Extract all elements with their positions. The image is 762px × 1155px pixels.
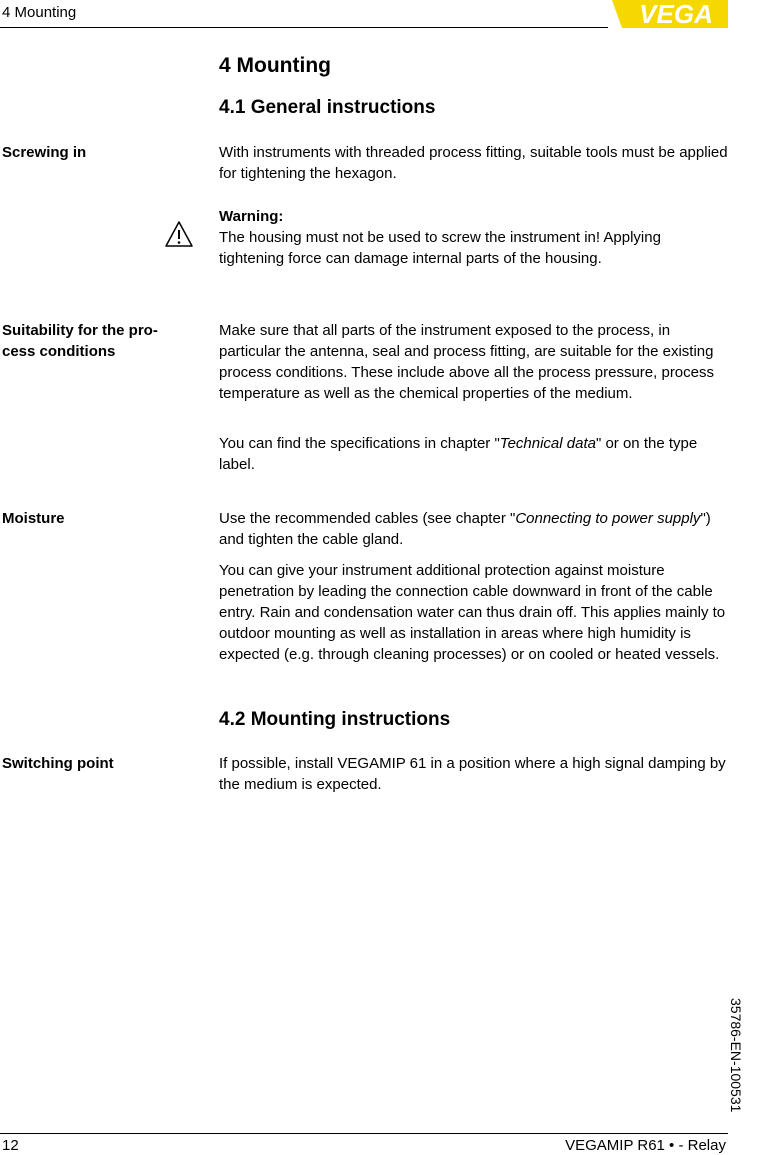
vega-logo xyxy=(612,0,728,28)
moisture-text-1-pre: Use the recommended cables (see chapter " xyxy=(219,510,516,527)
suitability-text-2-pre: You can find the specifications in chapter " xyxy=(219,435,500,452)
suitability-text: Make sure that all parts of the instrument exposed to the process, in particular the antenna, seal and process fitting, are suitable for the existing process conditions. These include above all the process pressure, process temperature as well as the chemical properties of the medium. xyxy=(219,322,714,402)
page-number: 12 xyxy=(2,1137,19,1154)
sidebar-label-switching-point: Switching point xyxy=(2,755,114,772)
product-name: VEGAMIP R61 • - Relay xyxy=(565,1137,726,1154)
moisture-text-1 xyxy=(219,508,729,550)
warning-block xyxy=(219,206,729,269)
warning-text: The housing must not be used to screw the instrument in! Applying tightening force can damage internal parts of the housing. xyxy=(219,229,661,267)
logo-text: VEGA xyxy=(639,0,713,28)
sidebar-label-screwing-in: Screwing in xyxy=(2,144,87,161)
sidebar-label-moisture: Moisture xyxy=(2,510,65,527)
warning-triangle-icon xyxy=(165,221,193,247)
screwing-in-text: With instruments with threaded process fitting, suitable tools must be applied for tightening the hexagon. xyxy=(219,144,728,182)
warning-title: Warning: xyxy=(219,208,284,225)
suitability-text-2-post: " or on the type label. xyxy=(219,435,698,473)
section-heading-4-2: 4.2 Mounting instructions xyxy=(219,709,451,730)
document-id: 35786-EN-100531 xyxy=(728,998,744,1113)
switching-point-text: If possible, install VEGAMIP 61 in a position where a high signal damping by the medium is expected. xyxy=(219,755,726,793)
suitability-text-2 xyxy=(219,433,729,475)
footer-divider xyxy=(0,1133,728,1134)
moisture-text-2: You can give your instrument additional protection against moisture penetration by leading the connection cable downward in front of the cable entry. Rain and condensation water can thus drain off. This applies mainly to outdoor mounting as well as installation in areas where high humidity is expected (e.g. through cleaning processes) or on cooled or heated vessels. xyxy=(219,562,726,663)
header-divider xyxy=(0,27,608,28)
connecting-to-power-reference: Connecting to power supply xyxy=(515,510,701,527)
chapter-title: 4 Mounting xyxy=(219,54,331,77)
technical-data-reference: Technical data xyxy=(499,435,596,452)
sidebar-label-suitability: Suitability for the pro- cess conditions xyxy=(2,322,158,360)
moisture-text-1-post: ") and tighten the cable gland. xyxy=(219,510,711,548)
running-header: 4 Mounting xyxy=(2,4,77,21)
section-heading-4-1: 4.1 General instructions xyxy=(219,97,436,118)
